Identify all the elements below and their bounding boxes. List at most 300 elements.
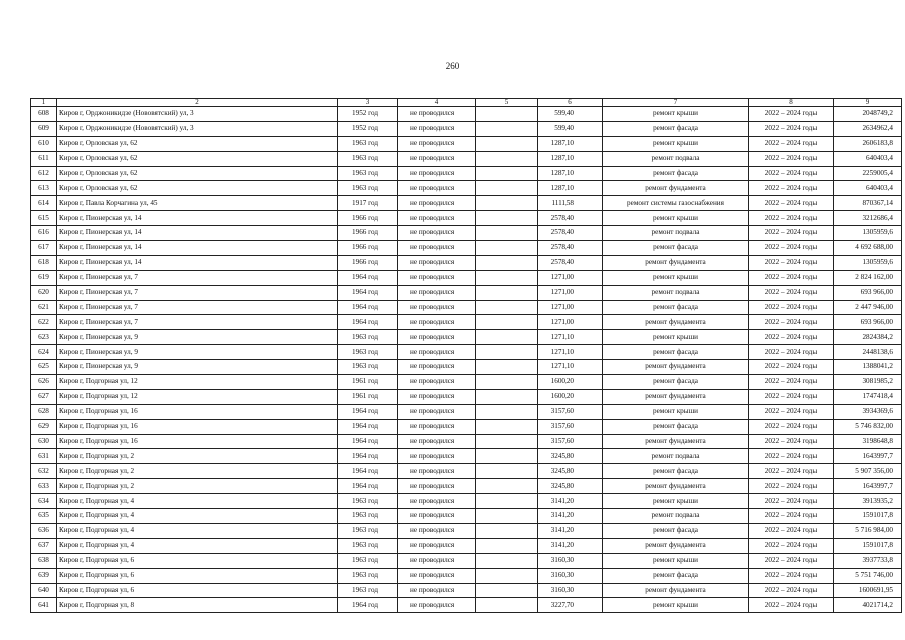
period-cell: 2022 – 2024 годы xyxy=(749,241,834,256)
year-built-cell: 1963 год xyxy=(338,538,398,553)
work-type-cell: ремонт фасада xyxy=(603,166,749,181)
empty-cell xyxy=(476,241,538,256)
address-cell: Киров г, Орловская ул, 62 xyxy=(57,136,338,151)
row-number: 634 xyxy=(31,494,57,509)
row-number: 617 xyxy=(31,241,57,256)
address-cell: Киров г, Подгорная ул, 16 xyxy=(57,434,338,449)
row-number: 614 xyxy=(31,196,57,211)
last-repair-cell: не проводился xyxy=(398,121,476,136)
period-cell: 2022 – 2024 годы xyxy=(749,211,834,226)
last-repair-cell: не проводился xyxy=(398,270,476,285)
empty-cell xyxy=(476,553,538,568)
address-cell: Киров г, Подгорная ул, 16 xyxy=(57,404,338,419)
last-repair-cell: не проводился xyxy=(398,300,476,315)
area-cell: 1271,00 xyxy=(538,300,603,315)
area-cell: 1271,00 xyxy=(538,315,603,330)
area-cell: 2578,40 xyxy=(538,226,603,241)
last-repair-cell: не проводился xyxy=(398,375,476,390)
period-cell: 2022 – 2024 годы xyxy=(749,523,834,538)
empty-cell xyxy=(476,285,538,300)
table-row xyxy=(31,300,902,315)
last-repair-cell: не проводился xyxy=(398,330,476,345)
area-cell: 1287,10 xyxy=(538,166,603,181)
work-type-cell: ремонт крыши xyxy=(603,404,749,419)
empty-cell xyxy=(476,226,538,241)
address-cell: Киров г, Пионерская ул, 7 xyxy=(57,300,338,315)
empty-cell xyxy=(476,166,538,181)
area-cell: 3245,80 xyxy=(538,479,603,494)
work-type-cell: ремонт фундамента xyxy=(603,315,749,330)
period-cell: 2022 – 2024 годы xyxy=(749,598,834,613)
cost-cell: 640403,4 xyxy=(834,181,902,196)
row-number: 629 xyxy=(31,419,57,434)
year-built-cell: 1963 год xyxy=(338,360,398,375)
period-cell: 2022 – 2024 годы xyxy=(749,553,834,568)
work-type-cell: ремонт подвала xyxy=(603,226,749,241)
row-number: 630 xyxy=(31,434,57,449)
column-number: 7 xyxy=(603,99,749,107)
area-cell: 1287,10 xyxy=(538,151,603,166)
last-repair-cell: не проводился xyxy=(398,285,476,300)
address-cell: Киров г, Подгорная ул, 6 xyxy=(57,568,338,583)
year-built-cell: 1964 год xyxy=(338,285,398,300)
cost-cell: 2824384,2 xyxy=(834,330,902,345)
period-cell: 2022 – 2024 годы xyxy=(749,121,834,136)
cost-cell: 2048749,2 xyxy=(834,107,902,122)
empty-cell xyxy=(476,330,538,345)
year-built-cell: 1952 год xyxy=(338,107,398,122)
work-type-cell: ремонт фасада xyxy=(603,121,749,136)
last-repair-cell: не проводился xyxy=(398,166,476,181)
year-built-cell: 1966 год xyxy=(338,255,398,270)
row-number: 637 xyxy=(31,538,57,553)
address-cell: Киров г, Подгорная ул, 12 xyxy=(57,389,338,404)
column-number: 9 xyxy=(834,99,902,107)
period-cell: 2022 – 2024 годы xyxy=(749,151,834,166)
row-number: 624 xyxy=(31,345,57,360)
row-number: 639 xyxy=(31,568,57,583)
work-type-cell: ремонт фундамента xyxy=(603,181,749,196)
work-type-cell: ремонт фасада xyxy=(603,241,749,256)
table-row xyxy=(31,136,902,151)
address-cell: Киров г, Подгорная ул, 12 xyxy=(57,375,338,390)
cost-cell: 640403,4 xyxy=(834,151,902,166)
column-number: 1 xyxy=(31,99,57,107)
year-built-cell: 1963 год xyxy=(338,136,398,151)
address-cell: Киров г, Подгорная ул, 2 xyxy=(57,464,338,479)
work-type-cell: ремонт крыши xyxy=(603,494,749,509)
area-cell: 2578,40 xyxy=(538,241,603,256)
period-cell: 2022 – 2024 годы xyxy=(749,226,834,241)
year-built-cell: 1966 год xyxy=(338,211,398,226)
area-cell: 3157,60 xyxy=(538,419,603,434)
empty-cell xyxy=(476,538,538,553)
column-number-row xyxy=(31,99,902,107)
address-cell: Киров г, Пионерская ул, 7 xyxy=(57,270,338,285)
table-row xyxy=(31,330,902,345)
last-repair-cell: не проводился xyxy=(398,211,476,226)
period-cell: 2022 – 2024 годы xyxy=(749,345,834,360)
year-built-cell: 1966 год xyxy=(338,226,398,241)
row-number: 638 xyxy=(31,553,57,568)
year-built-cell: 1963 год xyxy=(338,509,398,524)
row-number: 623 xyxy=(31,330,57,345)
cost-cell: 693 966,00 xyxy=(834,315,902,330)
empty-cell xyxy=(476,360,538,375)
last-repair-cell: не проводился xyxy=(398,538,476,553)
empty-cell xyxy=(476,181,538,196)
period-cell: 2022 – 2024 годы xyxy=(749,300,834,315)
last-repair-cell: не проводился xyxy=(398,583,476,598)
cost-cell: 693 966,00 xyxy=(834,285,902,300)
address-cell: Киров г, Пионерская ул, 7 xyxy=(57,285,338,300)
cost-cell: 3934369,6 xyxy=(834,404,902,419)
empty-cell xyxy=(476,270,538,285)
table-row xyxy=(31,211,902,226)
table-row xyxy=(31,419,902,434)
row-number: 616 xyxy=(31,226,57,241)
empty-cell xyxy=(476,523,538,538)
table-row xyxy=(31,375,902,390)
row-number: 632 xyxy=(31,464,57,479)
work-type-cell: ремонт фасада xyxy=(603,345,749,360)
last-repair-cell: не проводился xyxy=(398,389,476,404)
year-built-cell: 1964 год xyxy=(338,300,398,315)
area-cell: 599,40 xyxy=(538,107,603,122)
empty-cell xyxy=(476,389,538,404)
cost-cell: 1643997,7 xyxy=(834,449,902,464)
address-cell: Киров г, Подгорная ул, 4 xyxy=(57,494,338,509)
empty-cell xyxy=(476,509,538,524)
empty-cell xyxy=(476,375,538,390)
cost-cell: 2 447 946,00 xyxy=(834,300,902,315)
table-body xyxy=(31,99,902,613)
period-cell: 2022 – 2024 годы xyxy=(749,315,834,330)
period-cell: 2022 – 2024 годы xyxy=(749,375,834,390)
row-number: 631 xyxy=(31,449,57,464)
page-number: 260 xyxy=(445,61,460,71)
table-row xyxy=(31,196,902,211)
work-type-cell: ремонт системы газоснабжения xyxy=(603,196,749,211)
empty-cell xyxy=(476,583,538,598)
area-cell: 599,40 xyxy=(538,121,603,136)
year-built-cell: 1961 год xyxy=(338,389,398,404)
area-cell: 1271,10 xyxy=(538,330,603,345)
area-cell: 1600,20 xyxy=(538,389,603,404)
row-number: 608 xyxy=(31,107,57,122)
row-number: 613 xyxy=(31,181,57,196)
row-number: 619 xyxy=(31,270,57,285)
period-cell: 2022 – 2024 годы xyxy=(749,404,834,419)
last-repair-cell: не проводился xyxy=(398,107,476,122)
empty-cell xyxy=(476,404,538,419)
table-row xyxy=(31,479,902,494)
work-type-cell: ремонт крыши xyxy=(603,107,749,122)
table-row xyxy=(31,181,902,196)
address-cell: Киров г, Подгорная ул, 4 xyxy=(57,509,338,524)
cost-cell: 1591017,8 xyxy=(834,538,902,553)
area-cell: 3245,80 xyxy=(538,449,603,464)
cost-cell: 1305959,6 xyxy=(834,255,902,270)
register-table xyxy=(30,98,902,613)
empty-cell xyxy=(476,419,538,434)
address-cell: Киров г, Пионерская ул, 14 xyxy=(57,241,338,256)
address-cell: Киров г, Подгорная ул, 8 xyxy=(57,598,338,613)
area-cell: 1287,10 xyxy=(538,136,603,151)
year-built-cell: 1963 год xyxy=(338,151,398,166)
address-cell: Киров г, Пионерская ул, 9 xyxy=(57,345,338,360)
cost-cell: 5 746 832,00 xyxy=(834,419,902,434)
work-type-cell: ремонт фасада xyxy=(603,375,749,390)
area-cell: 3245,80 xyxy=(538,464,603,479)
address-cell: Киров г, Пионерская ул, 9 xyxy=(57,360,338,375)
cost-cell: 5 751 746,00 xyxy=(834,568,902,583)
empty-cell xyxy=(476,136,538,151)
column-number: 6 xyxy=(538,99,603,107)
area-cell: 1287,10 xyxy=(538,181,603,196)
year-built-cell: 1963 год xyxy=(338,181,398,196)
work-type-cell: ремонт крыши xyxy=(603,330,749,345)
work-type-cell: ремонт фундамента xyxy=(603,538,749,553)
period-cell: 2022 – 2024 годы xyxy=(749,449,834,464)
empty-cell xyxy=(476,255,538,270)
row-number: 636 xyxy=(31,523,57,538)
address-cell: Киров г, Орджоникидзе (Нововятский) ул, 3 xyxy=(57,107,338,122)
table-row xyxy=(31,315,902,330)
last-repair-cell: не проводился xyxy=(398,196,476,211)
last-repair-cell: не проводился xyxy=(398,598,476,613)
period-cell: 2022 – 2024 годы xyxy=(749,583,834,598)
address-cell: Киров г, Пионерская ул, 14 xyxy=(57,226,338,241)
period-cell: 2022 – 2024 годы xyxy=(749,181,834,196)
last-repair-cell: не проводился xyxy=(398,226,476,241)
row-number: 618 xyxy=(31,255,57,270)
year-built-cell: 1963 год xyxy=(338,583,398,598)
period-cell: 2022 – 2024 годы xyxy=(749,196,834,211)
year-built-cell: 1963 год xyxy=(338,345,398,360)
year-built-cell: 1963 год xyxy=(338,166,398,181)
table-row xyxy=(31,121,902,136)
cost-cell: 4 692 688,00 xyxy=(834,241,902,256)
table-row xyxy=(31,494,902,509)
row-number: 615 xyxy=(31,211,57,226)
row-number: 626 xyxy=(31,375,57,390)
year-built-cell: 1964 год xyxy=(338,479,398,494)
area-cell: 1271,00 xyxy=(538,270,603,285)
year-built-cell: 1964 год xyxy=(338,404,398,419)
work-type-cell: ремонт крыши xyxy=(603,553,749,568)
period-cell: 2022 – 2024 годы xyxy=(749,107,834,122)
year-built-cell: 1917 год xyxy=(338,196,398,211)
cost-cell: 5 907 356,00 xyxy=(834,464,902,479)
year-built-cell: 1964 год xyxy=(338,598,398,613)
cost-cell: 3913935,2 xyxy=(834,494,902,509)
cost-cell: 2 824 162,00 xyxy=(834,270,902,285)
work-type-cell: ремонт фундамента xyxy=(603,479,749,494)
year-built-cell: 1963 год xyxy=(338,523,398,538)
table-row xyxy=(31,255,902,270)
area-cell: 3157,60 xyxy=(538,404,603,419)
table-row xyxy=(31,226,902,241)
last-repair-cell: не проводился xyxy=(398,434,476,449)
last-repair-cell: не проводился xyxy=(398,345,476,360)
area-cell: 3141,20 xyxy=(538,523,603,538)
empty-cell xyxy=(476,494,538,509)
work-type-cell: ремонт фундамента xyxy=(603,255,749,270)
row-number: 609 xyxy=(31,121,57,136)
work-type-cell: ремонт фундамента xyxy=(603,389,749,404)
area-cell: 3141,20 xyxy=(538,509,603,524)
area-cell: 1600,20 xyxy=(538,375,603,390)
period-cell: 2022 – 2024 годы xyxy=(749,360,834,375)
address-cell: Киров г, Орловская ул, 62 xyxy=(57,151,338,166)
period-cell: 2022 – 2024 годы xyxy=(749,389,834,404)
area-cell: 1111,58 xyxy=(538,196,603,211)
empty-cell xyxy=(476,434,538,449)
period-cell: 2022 – 2024 годы xyxy=(749,434,834,449)
address-cell: Киров г, Подгорная ул, 6 xyxy=(57,583,338,598)
last-repair-cell: не проводился xyxy=(398,315,476,330)
area-cell: 3160,30 xyxy=(538,568,603,583)
last-repair-cell: не проводился xyxy=(398,404,476,419)
work-type-cell: ремонт крыши xyxy=(603,136,749,151)
last-repair-cell: не проводился xyxy=(398,419,476,434)
period-cell: 2022 – 2024 годы xyxy=(749,568,834,583)
table-row xyxy=(31,538,902,553)
year-built-cell: 1964 год xyxy=(338,419,398,434)
area-cell: 1271,00 xyxy=(538,285,603,300)
period-cell: 2022 – 2024 годы xyxy=(749,255,834,270)
last-repair-cell: не проводился xyxy=(398,181,476,196)
row-number: 641 xyxy=(31,598,57,613)
year-built-cell: 1964 год xyxy=(338,449,398,464)
period-cell: 2022 – 2024 годы xyxy=(749,538,834,553)
cost-cell: 3198648,8 xyxy=(834,434,902,449)
table-row xyxy=(31,568,902,583)
address-cell: Киров г, Подгорная ул, 16 xyxy=(57,419,338,434)
empty-cell xyxy=(476,211,538,226)
address-cell: Киров г, Пионерская ул, 7 xyxy=(57,315,338,330)
cost-cell: 3081985,2 xyxy=(834,375,902,390)
work-type-cell: ремонт фасада xyxy=(603,300,749,315)
period-cell: 2022 – 2024 годы xyxy=(749,285,834,300)
work-type-cell: ремонт фасада xyxy=(603,464,749,479)
last-repair-cell: не проводился xyxy=(398,553,476,568)
empty-cell xyxy=(476,315,538,330)
year-built-cell: 1961 год xyxy=(338,375,398,390)
table-row xyxy=(31,523,902,538)
table-row xyxy=(31,464,902,479)
column-number: 4 xyxy=(398,99,476,107)
empty-cell xyxy=(476,300,538,315)
period-cell: 2022 – 2024 годы xyxy=(749,166,834,181)
area-cell: 3160,30 xyxy=(538,583,603,598)
table-row xyxy=(31,270,902,285)
cost-cell: 870367,14 xyxy=(834,196,902,211)
area-cell: 3227,70 xyxy=(538,598,603,613)
period-cell: 2022 – 2024 годы xyxy=(749,464,834,479)
area-cell: 2578,40 xyxy=(538,255,603,270)
work-type-cell: ремонт подвала xyxy=(603,285,749,300)
empty-cell xyxy=(476,151,538,166)
period-cell: 2022 – 2024 годы xyxy=(749,136,834,151)
address-cell: Киров г, Подгорная ул, 2 xyxy=(57,449,338,464)
last-repair-cell: не проводился xyxy=(398,136,476,151)
last-repair-cell: не проводился xyxy=(398,523,476,538)
last-repair-cell: не проводился xyxy=(398,241,476,256)
last-repair-cell: не проводился xyxy=(398,479,476,494)
last-repair-cell: не проводился xyxy=(398,464,476,479)
cost-cell: 2606183,8 xyxy=(834,136,902,151)
address-cell: Киров г, Орловская ул, 62 xyxy=(57,181,338,196)
cost-cell: 2448138,6 xyxy=(834,345,902,360)
area-cell: 3141,20 xyxy=(538,494,603,509)
table-row xyxy=(31,583,902,598)
year-built-cell: 1964 год xyxy=(338,270,398,285)
last-repair-cell: не проводился xyxy=(398,151,476,166)
last-repair-cell: не проводился xyxy=(398,568,476,583)
empty-cell xyxy=(476,449,538,464)
row-number: 627 xyxy=(31,389,57,404)
last-repair-cell: не проводился xyxy=(398,360,476,375)
cost-cell: 5 716 984,00 xyxy=(834,523,902,538)
empty-cell xyxy=(476,121,538,136)
work-type-cell: ремонт фасада xyxy=(603,419,749,434)
row-number: 640 xyxy=(31,583,57,598)
column-number: 8 xyxy=(749,99,834,107)
address-cell: Киров г, Подгорная ул, 2 xyxy=(57,479,338,494)
table-row xyxy=(31,345,902,360)
row-number: 611 xyxy=(31,151,57,166)
last-repair-cell: не проводился xyxy=(398,494,476,509)
row-number: 612 xyxy=(31,166,57,181)
area-cell: 2578,40 xyxy=(538,211,603,226)
work-type-cell: ремонт фундамента xyxy=(603,360,749,375)
last-repair-cell: не проводился xyxy=(398,509,476,524)
table-row xyxy=(31,449,902,464)
table-row xyxy=(31,389,902,404)
work-type-cell: ремонт крыши xyxy=(603,270,749,285)
row-number: 633 xyxy=(31,479,57,494)
cost-cell: 1388041,2 xyxy=(834,360,902,375)
address-cell: Киров г, Пионерская ул, 14 xyxy=(57,211,338,226)
table-row xyxy=(31,151,902,166)
table-row xyxy=(31,553,902,568)
year-built-cell: 1964 год xyxy=(338,464,398,479)
empty-cell xyxy=(476,479,538,494)
table-row xyxy=(31,166,902,181)
area-cell: 3157,60 xyxy=(538,434,603,449)
table-row xyxy=(31,285,902,300)
column-number: 2 xyxy=(57,99,338,107)
last-repair-cell: не проводился xyxy=(398,449,476,464)
cost-cell: 1747418,4 xyxy=(834,389,902,404)
empty-cell xyxy=(476,464,538,479)
work-type-cell: ремонт фундамента xyxy=(603,583,749,598)
table-row xyxy=(31,598,902,613)
last-repair-cell: не проводился xyxy=(398,255,476,270)
address-cell: Киров г, Пионерская ул, 9 xyxy=(57,330,338,345)
year-built-cell: 1963 год xyxy=(338,553,398,568)
work-type-cell: ремонт крыши xyxy=(603,598,749,613)
period-cell: 2022 – 2024 годы xyxy=(749,330,834,345)
cost-cell: 1591017,8 xyxy=(834,509,902,524)
column-number: 5 xyxy=(476,99,538,107)
address-cell: Киров г, Пионерская ул, 14 xyxy=(57,255,338,270)
year-built-cell: 1963 год xyxy=(338,494,398,509)
period-cell: 2022 – 2024 годы xyxy=(749,479,834,494)
table-row xyxy=(31,434,902,449)
